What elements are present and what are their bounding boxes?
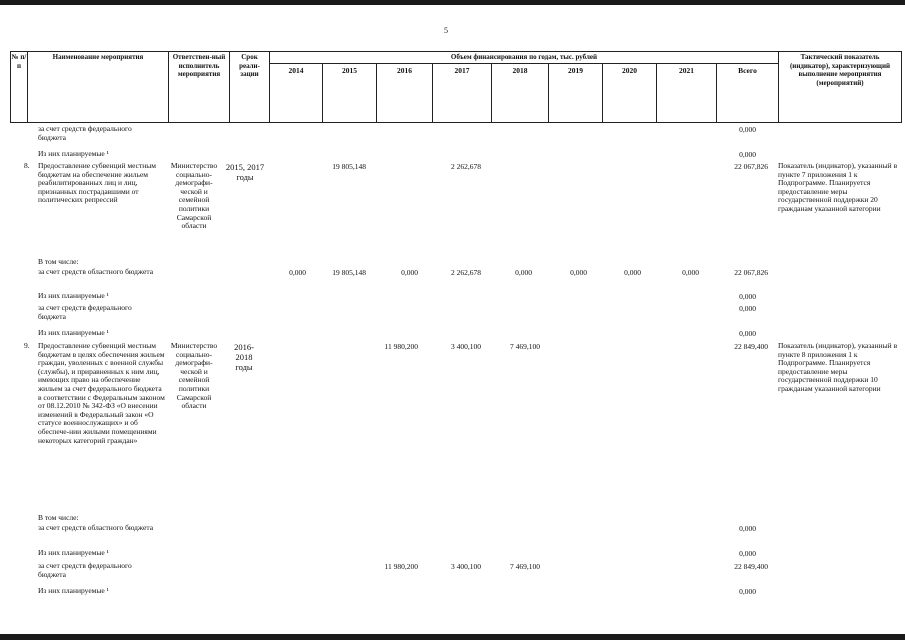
item-indicator: Показатель (индикатор), указанный в пункте 8 приложения 1 к Подпрограмме. Планируется предоставление меры государственной поддержки 10 гражданам указанной категории bbox=[778, 341, 898, 393]
value-2018: 7 469,100 bbox=[510, 342, 540, 351]
row-total: 0,000 bbox=[739, 524, 756, 533]
header-term: Срок реали-зации bbox=[239, 53, 260, 78]
value-2015: 19 805,148 bbox=[332, 162, 366, 171]
col-divider bbox=[269, 51, 270, 123]
header-year: 2020 bbox=[622, 66, 637, 75]
header-year: 2016 bbox=[397, 66, 412, 75]
value-2018: 0,000 bbox=[515, 268, 532, 277]
row-planned-label: Из них планируемые ¹ bbox=[38, 291, 109, 300]
row-fed-label: за счет средств федерального бюджета bbox=[38, 561, 132, 579]
value-2014: 0,000 bbox=[289, 268, 306, 277]
item-number: 8. bbox=[24, 161, 30, 170]
row-total: 0,000 bbox=[739, 329, 756, 338]
row-total: 22 067,826 bbox=[734, 268, 768, 277]
value-2017: 2 262,678 bbox=[451, 268, 481, 277]
scan-top-border bbox=[0, 0, 905, 5]
value-2017: 3 400,100 bbox=[451, 342, 481, 351]
header-bottom-border bbox=[10, 122, 902, 123]
value-2017: 2 262,678 bbox=[451, 162, 481, 171]
item-name: Предоставление субвенций местным бюджетам на обеспечение жильем реабилитированных лиц и лиц, признанных пострадавшими от политических репрессий bbox=[38, 161, 157, 205]
header-financing: Объем финансирования по годам, тыс. рублей bbox=[450, 53, 598, 61]
row-planned-label: Из них планируемые ¹ bbox=[38, 548, 109, 557]
row-including-label: В том числе: bbox=[38, 513, 79, 522]
item-number: 9. bbox=[24, 341, 30, 350]
value-2015: 19 805,148 bbox=[332, 268, 366, 277]
col-divider bbox=[901, 51, 902, 123]
row-total: 22 849,400 bbox=[734, 342, 768, 351]
row-regional-label: за счет средств областного бюджета bbox=[38, 267, 154, 276]
col-divider bbox=[27, 51, 28, 123]
value-2017: 3 400,100 bbox=[451, 562, 481, 571]
header-total: Всего bbox=[738, 66, 757, 75]
row-fed-label: за счет средств федерального бюджета bbox=[38, 303, 132, 321]
row-total: 0,000 bbox=[739, 587, 756, 596]
header-responsible: Ответствен-ный исполнитель мероприятия bbox=[172, 53, 226, 78]
header-year: 2015 bbox=[342, 66, 357, 75]
header-indicator: Тактический показатель (индикатор), характеризующий выполнение мероприятия (мероприятий) bbox=[789, 53, 891, 87]
header-name: Наименование мероприятия bbox=[52, 53, 144, 61]
row-total: 0,000 bbox=[739, 150, 756, 159]
item-name: Предоставление субвенций местным бюджетам в целях обеспечения жильем граждан, уволенных с военной службы (службы), и приравненных к ним лиц, имеющих право на обеспечение жильем за счет федерального бюджета в соответствии с Федеральным законом от 08.12.2010 № 342-ФЗ «О внесении изменений в Федеральный закон «О статусе военнослужащих» и об обеспече-нии жилыми помещениями некоторых категорий граждан» bbox=[38, 341, 165, 445]
row-fed-label: за счет средств федерального бюджета bbox=[38, 124, 132, 142]
value-2019: 0,000 bbox=[570, 268, 587, 277]
col-divider bbox=[168, 51, 169, 123]
item-responsible: Министерство социально-демографи-ческой и семейной политики Самарской области bbox=[170, 161, 218, 231]
row-planned-label: Из них планируемые ¹ bbox=[38, 328, 109, 337]
header-year: 2014 bbox=[288, 66, 304, 75]
item-indicator: Показатель (индикатор), указанный в пункте 7 приложения 1 к Подпрограмме. Планируется предоставление меры государственной поддержки 20 гражданам указанной категории bbox=[778, 161, 898, 213]
header-top-border bbox=[10, 51, 902, 52]
row-total: 0,000 bbox=[739, 549, 756, 558]
value-2016: 11 980,200 bbox=[384, 562, 418, 571]
row-total: 22 849,400 bbox=[734, 562, 768, 571]
row-total: 0,000 bbox=[739, 292, 756, 301]
row-including-label: В том числе: bbox=[38, 257, 79, 266]
row-total: 22 067,826 bbox=[734, 162, 768, 171]
item-term: 2016-2018 годы bbox=[234, 342, 254, 372]
table-header bbox=[10, 51, 902, 123]
header-num: № п/п bbox=[11, 53, 27, 70]
header-year: 2021 bbox=[679, 66, 694, 75]
col-divider bbox=[778, 51, 779, 123]
header-year: 2017 bbox=[454, 66, 470, 75]
row-total: 0,000 bbox=[739, 125, 756, 134]
item-responsible: Министерство социально-демографи-ческой и семейной политики Самарской области bbox=[170, 341, 218, 411]
header-year: 2018 bbox=[512, 66, 528, 75]
header-years-divider bbox=[269, 63, 778, 64]
row-planned-label: Из них планируемые ¹ bbox=[38, 149, 109, 158]
item-term: 2015, 2017 годы bbox=[225, 162, 265, 182]
row-regional-label: за счет средств областного бюджета bbox=[38, 523, 154, 532]
row-total: 0,000 bbox=[739, 304, 756, 313]
scan-bottom-border bbox=[0, 634, 905, 640]
value-2021: 0,000 bbox=[682, 268, 699, 277]
row-planned-label: Из них планируемые ¹ bbox=[38, 586, 109, 595]
value-2016: 11 980,200 bbox=[384, 342, 418, 351]
col-divider bbox=[229, 51, 230, 123]
value-2020: 0,000 bbox=[624, 268, 641, 277]
value-2018: 7 469,100 bbox=[510, 562, 540, 571]
header-year: 2019 bbox=[568, 66, 583, 75]
page-number: 5 bbox=[444, 26, 448, 35]
value-2016: 0,000 bbox=[401, 268, 418, 277]
